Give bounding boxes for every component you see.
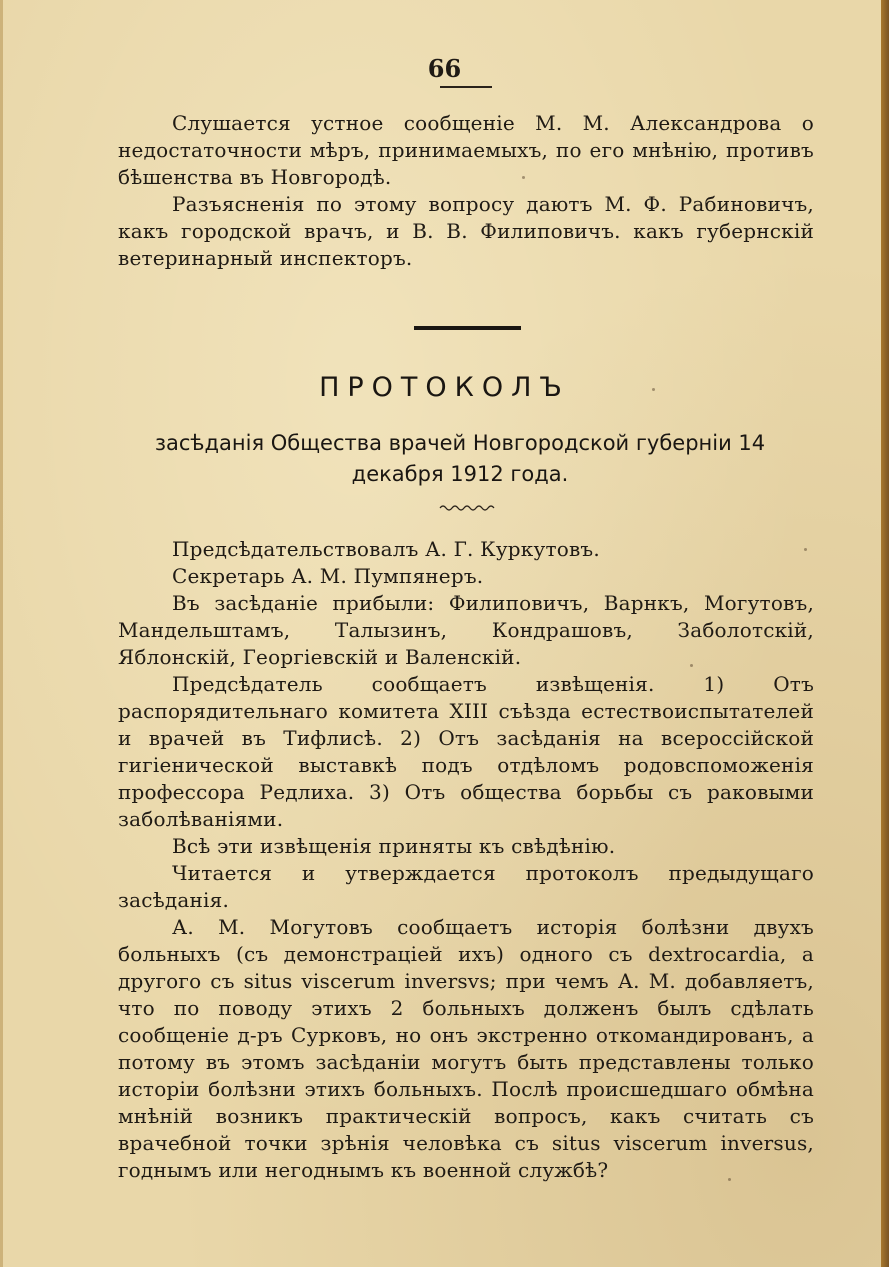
paragraph-chairman: Предсѣдательствовалъ А. Г. Куркутовъ. <box>172 537 600 561</box>
paragraph-announcements: Предсѣдатель сообщаетъ извѣщенія. 1) Отъ распорядительнаго комитета XIII съѣзда естествоиспытателей и врачей въ Тифлисѣ. 2) Отъ засѣданія на всероссійской гигіенической выставкѣ подъ отдѣломъ родовспоможенія профессора Редлиха. 3) Отъ общества борьбы съ раковыми заболѣваніями. <box>118 672 814 831</box>
page-left-edge <box>0 0 3 1267</box>
protocol-title: ПРОТОКОЛЪ <box>319 372 570 403</box>
paragraph-attendees: Въ засѣданіе прибыли: Филиповичъ, Варнкъ, Могутовъ, Мандельштамъ, Талызинъ, Кондрашовъ, Заболотскій, Яблонскій, Георгіевскій и Валенскій. <box>118 591 814 669</box>
paper-speck <box>728 1178 731 1181</box>
paper-speck <box>690 664 693 667</box>
paragraph-secretary: Секретарь А. М. Пумпянеръ. <box>172 564 484 588</box>
paragraph-noted: Всѣ эти извѣщенія приняты къ свѣдѣнію. <box>172 834 616 858</box>
paper-speck <box>652 388 655 391</box>
paragraph-rabies-report: Слушается устное сообщеніе М. М. Александрова о недостаточности мѣръ, принимаемыхъ, по его мнѣнію, противъ бѣшенства въ Новгородѣ. <box>118 111 814 189</box>
section-separator <box>414 326 521 330</box>
protocol-subtitle: засѣданія Общества врачей Новгородской губерніи 14 декабря 1912 года. <box>154 431 766 486</box>
paragraph-minutes-approved: Читается и утверждается протоколъ предыдущаго засѣданія. <box>118 861 814 912</box>
top-text-block <box>118 110 814 272</box>
page-number-underline <box>440 86 492 88</box>
wavy-ornament <box>438 502 496 514</box>
protocol-body <box>118 536 814 1184</box>
paper-speck <box>522 176 525 179</box>
page-number: 66 <box>427 54 462 83</box>
paper-speck <box>804 548 807 551</box>
paragraph-clarifications: Разъясненія по этому вопросу даютъ М. Ф. Рабиновичъ, какъ городской врачъ, и В. В. Филиповичъ. какъ губернскій ветеринарный инспекторъ. <box>118 192 814 270</box>
page-right-edge <box>881 0 889 1267</box>
paragraph-case-report: А. М. Могутовъ сообщаетъ исторія болѣзни двухъ больныхъ (съ демонстраціей ихъ) одного съ dextrocardia, а другого съ situs viscerum inversvs; при чемъ А. М. добавляетъ, что по поводу этихъ 2 больныхъ долженъ былъ сдѣлать сообщеніе д-ръ Сурковъ, но онъ экстренно откомандированъ, а потому въ этомъ засѣданіи могутъ быть представлены только исторіи болѣзни этихъ больныхъ. Послѣ происшедшаго обмѣна мнѣній возникъ практическій вопросъ, какъ считать съ врачебной точки зрѣнія человѣка съ situs viscerum inversus, годнымъ или негоднымъ къ военной службѣ? <box>118 915 814 1182</box>
